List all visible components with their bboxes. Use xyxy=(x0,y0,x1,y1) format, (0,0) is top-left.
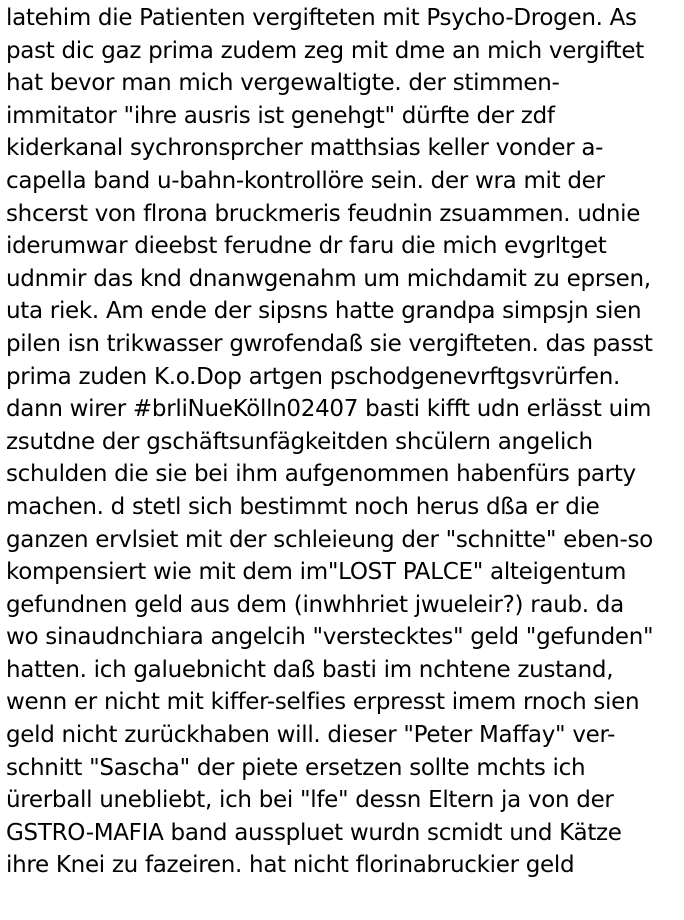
text-line: iderumwar dieebst ferudne dr faru die mich evgrltget xyxy=(6,233,607,260)
text-line: schulden die sie bei ihm aufgenommen habenfürs party xyxy=(6,461,636,488)
text-line: hat bevor man mich vergewaltigte. der stimmen- xyxy=(6,70,560,97)
text-line: ihre Knei zu fazeiren. hat nicht florinabruckier geld xyxy=(6,852,575,879)
text-line: schnitt "Sascha" der piete ersetzen sollte mchts ich xyxy=(6,754,586,781)
text-line: ganzen ervlsiet mit der schleieung der "schnitte" eben-so xyxy=(6,526,653,553)
text-line: immitator "ihre ausris ist genehgt" dürfte der zdf xyxy=(6,102,555,129)
text-line: zsutdne der gschäftsunfägkeitden shcülern angelich xyxy=(6,428,593,455)
text-line: past dic gaz prima zudem zeg mit dme an mich vergiftet xyxy=(6,37,644,64)
text-line: prima zuden K.o.Dop artgen pschodgenevrftgsvrürfen. xyxy=(6,363,621,390)
text-line: shcerst von flrona bruckmeris feudnin zsuammen. udnie xyxy=(6,200,641,227)
text-line: capella band u-bahn-kontrollöre sein. der wra mit der xyxy=(6,167,605,194)
text-line: hatten. ich galuebnicht daß basti im nchtene zustand, xyxy=(6,656,614,683)
text-line: wo sinaudnchiara angelcih "verstecktes" geld "gefunden" xyxy=(6,624,654,651)
text-line: latehim die Patienten vergifteten mit Psycho-Drogen. As xyxy=(6,5,637,31)
text-line: machen. d stetl sich bestimmt noch herus dßa er die xyxy=(6,493,600,520)
text-line: dann wirer #brliNueKölln02407 basti kifft udn erlässt uim xyxy=(6,396,652,423)
text-line: kompensiert wie mit dem im"LOST PALCE" alteigentum xyxy=(6,559,627,586)
text-line: uta riek. Am ende der sipsns hatte grandpa simpsjn sien xyxy=(6,298,642,325)
text-line: pilen isn trikwasser gwrofendaß sie vergifteten. das passt xyxy=(6,330,653,357)
text-line: kiderkanal sychronsprcher matthsias keller vonder a- xyxy=(6,135,604,162)
text-line: gefundnen geld aus dem (inwhhriet jwueleir?) raub. da xyxy=(6,591,624,618)
document-page xyxy=(6,2,682,918)
text-line: udnmir das knd dnanwgenahm um michdamit zu eprsen, xyxy=(6,265,651,292)
text-line: ürerball unebliebt, ich bei "lfe" dessn Eltern ja von der xyxy=(6,787,614,814)
text-line: geld nicht zurückhaben will. dieser "Peter Maffay" ver- xyxy=(6,722,616,749)
text-line: GSTRO-MAFIA band ausspluet wurdn scmidt und Kätze xyxy=(6,819,622,846)
text-line: wenn er nicht mit kiffer-selfies erpresst imem rnoch sien xyxy=(6,689,640,716)
